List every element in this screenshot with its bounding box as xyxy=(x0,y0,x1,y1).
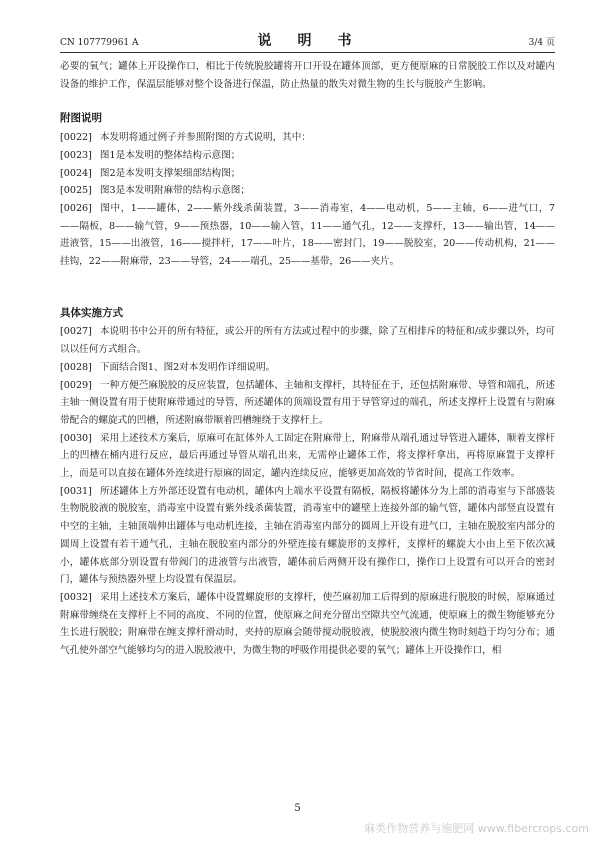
paragraph-0031 xyxy=(60,483,555,589)
paragraph-number: [0029] xyxy=(60,379,92,391)
paragraph-0028 xyxy=(60,359,555,377)
page-header xyxy=(60,30,555,53)
paragraph-number: [0022] xyxy=(60,132,92,144)
paragraph-0026 xyxy=(60,200,555,271)
paragraph-text: 图1是本发明的整体结构示意图； xyxy=(99,149,241,161)
doc-title: 说 明 书 xyxy=(257,33,358,49)
intro-paragraph: 必要的氧气；罐体上开设操作口，相比于传统脱胶罐将开口开设在罐体顶部，更方便原麻的日常脱胶工作以及对罐内设备的维护工作，保温层能够对整个设备进行保温，防止热量的散失对微生物的生长与脱胶产生影响。 xyxy=(60,61,555,90)
paragraph-text: 一种方便苎麻脱胶的反应装置，包括罐体、主轴和支撑杆，其特征在于，还包括附麻带、导管和端孔，所述主轴一侧设置有用于使附麻带通过的导管，所述罐体的顶端设置有用于导管穿过的端孔，所述支撑杆上设置有与附麻带配合的螺旋式的凹槽，所述附麻带顺着凹槽缠绕于支撑杆上。 xyxy=(60,379,555,426)
paragraph-0022 xyxy=(60,129,555,147)
section-gap xyxy=(60,271,555,288)
main-content xyxy=(60,58,555,660)
paragraph-number: [0026] xyxy=(60,202,92,214)
paragraph-text: 图3是本发明附麻带的结构示意图； xyxy=(99,185,250,197)
paragraph-0029 xyxy=(60,377,555,430)
paragraph-0032 xyxy=(60,589,555,660)
paragraph-0024 xyxy=(60,165,555,183)
paragraph-text: 下面结合图1、图2对本发明作详细说明。 xyxy=(99,361,276,373)
paragraph-number: [0023] xyxy=(60,149,92,161)
paragraph-0023 xyxy=(60,147,555,165)
paragraph-0027 xyxy=(60,323,555,358)
paragraph-text: 采用上述技术方案后，原麻可在缸体外人工固定在附麻带上，附麻带从端孔通过导管进入罐体，顺着支撑杆上的凹槽在桶内进行反应，最后再通过导管从端孔出来，无需停止罐体工作，将支撑杆拿出，再将原麻置于支撑杆上，而是可以直接在罐体外连续进行原麻的固定，罐内连续反应，能够更加高效的节省时间，提高工作效率。 xyxy=(60,432,555,480)
section-title-embodiment: 具体实施方式 xyxy=(60,306,123,319)
watermark: 麻类作物营养与施肥网 www.fibercrops.com xyxy=(364,822,589,835)
paragraph-text: 图2是本发明支撑架细部结构图； xyxy=(99,167,241,179)
page-number: 5 xyxy=(294,803,301,814)
paragraph-text: 图中，1——罐体，2——紫外线杀菌装置，3——消毒室，4——电动机，5——主轴，6——进气口，7——隔板，8——输气管，9——预热器，10——输入管，11——通气孔，12——支撑杆，13——输出管，14——进液管，15——出液管，16——搅拌杆，17——叶片，18——密封门，19——脱胶室，20——传动机构，21——挂钩，22——附麻带，23——导管，24——端孔，25——基带，26——夹片。 xyxy=(60,202,555,268)
section-title-figures: 附图说明 xyxy=(60,112,102,125)
paragraph-number: [0024] xyxy=(60,167,92,179)
page-of: 3/4 页 xyxy=(528,38,555,48)
paragraph-text: 采用上述技术方案后，罐体中设置螺旋形的支撑杆，使苎麻初加工后得到的原麻进行脱胶的时候，原麻通过附麻带缠绕在支撑杆上不同的高度、不同的位置，使原麻之间充分留出空隙共空气流通，使原麻上的微生物能够充分生长进行脱胶；附麻带在缠支撑杆滑动时，夹持的原麻会随带搅动脱胶液，使脱胶液内微生物时刻趋于均匀分布；通气孔使外部空气能够均匀的进入脱胶液中，为微生物的呼吸作用提供必要的氧气；罐体上开设操作口，相 xyxy=(60,591,555,657)
paragraph-number: [0027] xyxy=(60,326,92,338)
paragraph-text: 本发明将通过例子并参照附图的方式说明，其中： xyxy=(99,132,311,144)
paragraph-0025 xyxy=(60,182,555,200)
doc-number: CN 107779961 A xyxy=(60,38,139,48)
paragraph-text: 本说明书中公开的所有特征，或公开的所有方法或过程中的步骤，除了互相排斥的特征和/或步骤以外，均可以以任何方式组合。 xyxy=(60,326,555,356)
paragraph-number: [0030] xyxy=(60,432,92,444)
paragraph-number: [0031] xyxy=(60,485,92,497)
paragraph-0030 xyxy=(60,430,555,483)
paragraph-text: 所述罐体上方外部还设置有电动机，罐体内上端水平设置有隔板，隔板将罐体分为上部的消毒室与下部盛装生物脱胶液的脱胶室，消毒室中设置有紫外线杀菌装置，消毒室中的罐壁上连接外部的输气管，罐体内部竖直设置有中空的主轴，主轴顶端伸出罐体与电动机连接，主轴在消毒室内部分的圆周上开设有进气口，主轴在脱胶室内部分的圆周上设置有若干通气孔，主轴在脱胶室内部分的外壁连接有螺旋形的支撑杆，支撑杆的螺旋大小由上至下依次减小，罐体底部分别设置有带阀门的进液管与出液管，罐体前后两侧开设有操作口，操作口上设置有可以开合的密封门，罐体与预热器外壁上均设置有保温层。 xyxy=(60,485,555,586)
paragraph-number: [0032] xyxy=(60,591,92,603)
paragraph-number: [0028] xyxy=(60,361,92,373)
paragraph-number: [0025] xyxy=(60,185,92,197)
